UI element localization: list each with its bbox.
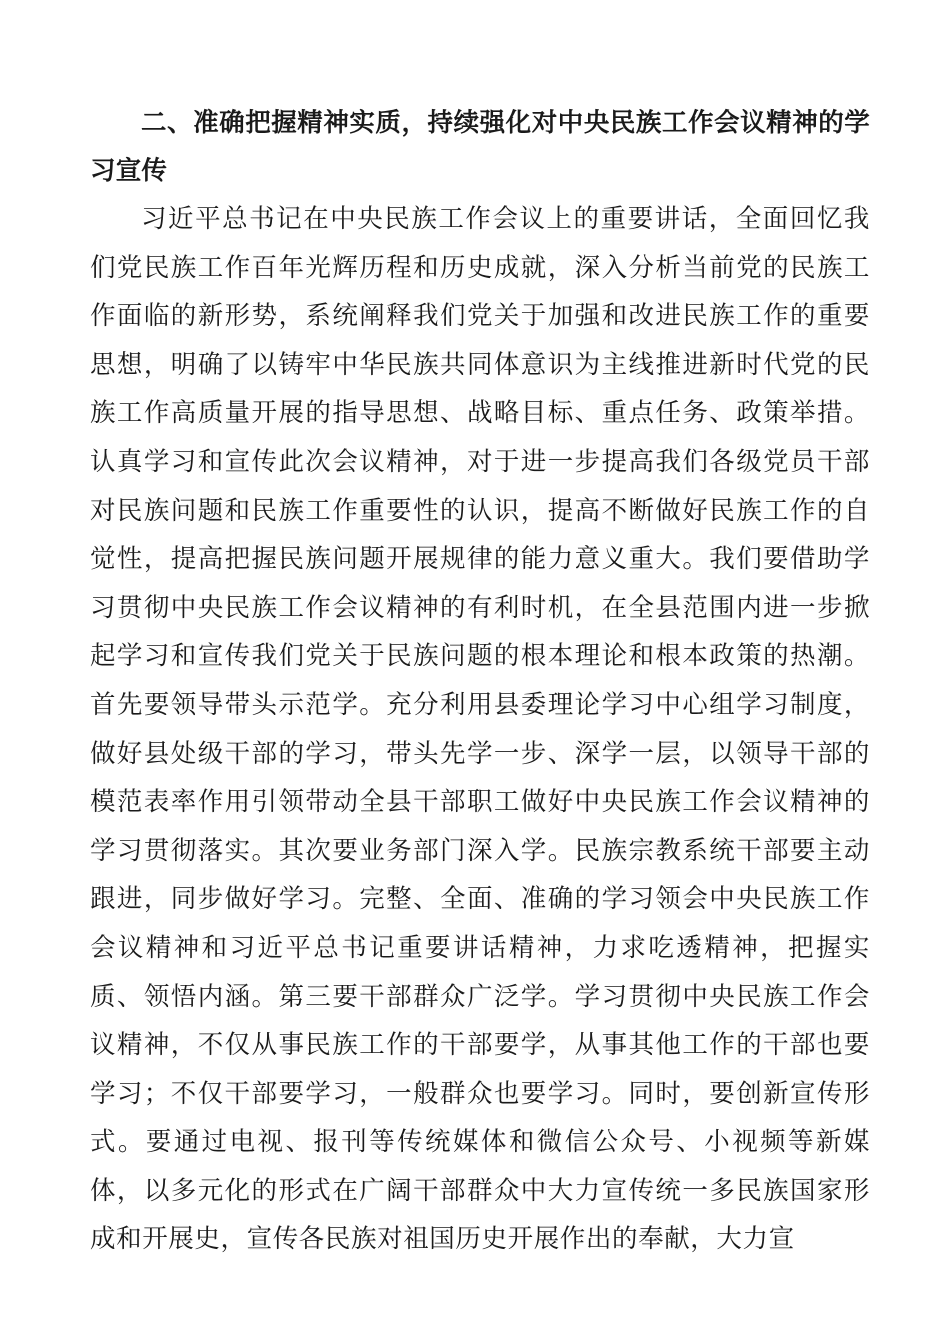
section-heading: 二、准确把握精神实质，持续强化对中央民族工作会议精神的学习宣传 [90,108,870,186]
body-paragraph: 习近平总书记在中央民族工作会议上的重要讲话，全面回忆我们党民族工作百年光辉历程和历史成就，深入分析当前党的民族工作面临的新形势，系统阐释我们党关于加强和改进民族工作的重要思想，明确了以铸牢中华民族共同体意识为主线推进新时代党的民族工作高质量开展的指导思想、战略目标、重点任务、政策举措。认真学习和宣传此次会议精神，对于进一步提高我们各级党员干部对民族问题和民族工作重要性的认识，提高不断做好民族工作的自觉性，提高把握民族问题开展规律的能力意义重大。我们要借助学习贯彻中央民族工作会议精神的有利时机，在全县范围内进一步掀起学习和宣传我们党关于民族问题的根本理论和根本政策的热潮。首先要领导带头示范学。充分利用县委理论学习中心组学习制度，做好县处级干部的学习，带头先学一步、深学一层，以领导干部的模范表率作用引领带动全县干部职工做好中央民族工作会议精神的学习贯彻落实。其次要业务部门深入学。民族宗教系统干部要主动跟进，同步做好学习。完整、全面、准确的学习领会中央民族工作会议精神和习近平总书记重要讲话精神，力求吃透精神，把握实质、领悟内涵。第三要干部群众广泛学。学习贯彻中央民族工作会议精神，不仅从事民族工作的干部要学，从事其他工作的干部也要学习；不仅干部要学习，一般群众也要学习。同时，要创新宣传形式。要通过电视、报刊等传统媒体和微信公众号、小视频等新媒体，以多元化的形式在广阔干部群众中大力宣传统一多民族国家形成和开展史，宣传各民族对祖国历史开展作出的奉献，大力宣 [90,204,870,1255]
document-body [90,99,870,1264]
